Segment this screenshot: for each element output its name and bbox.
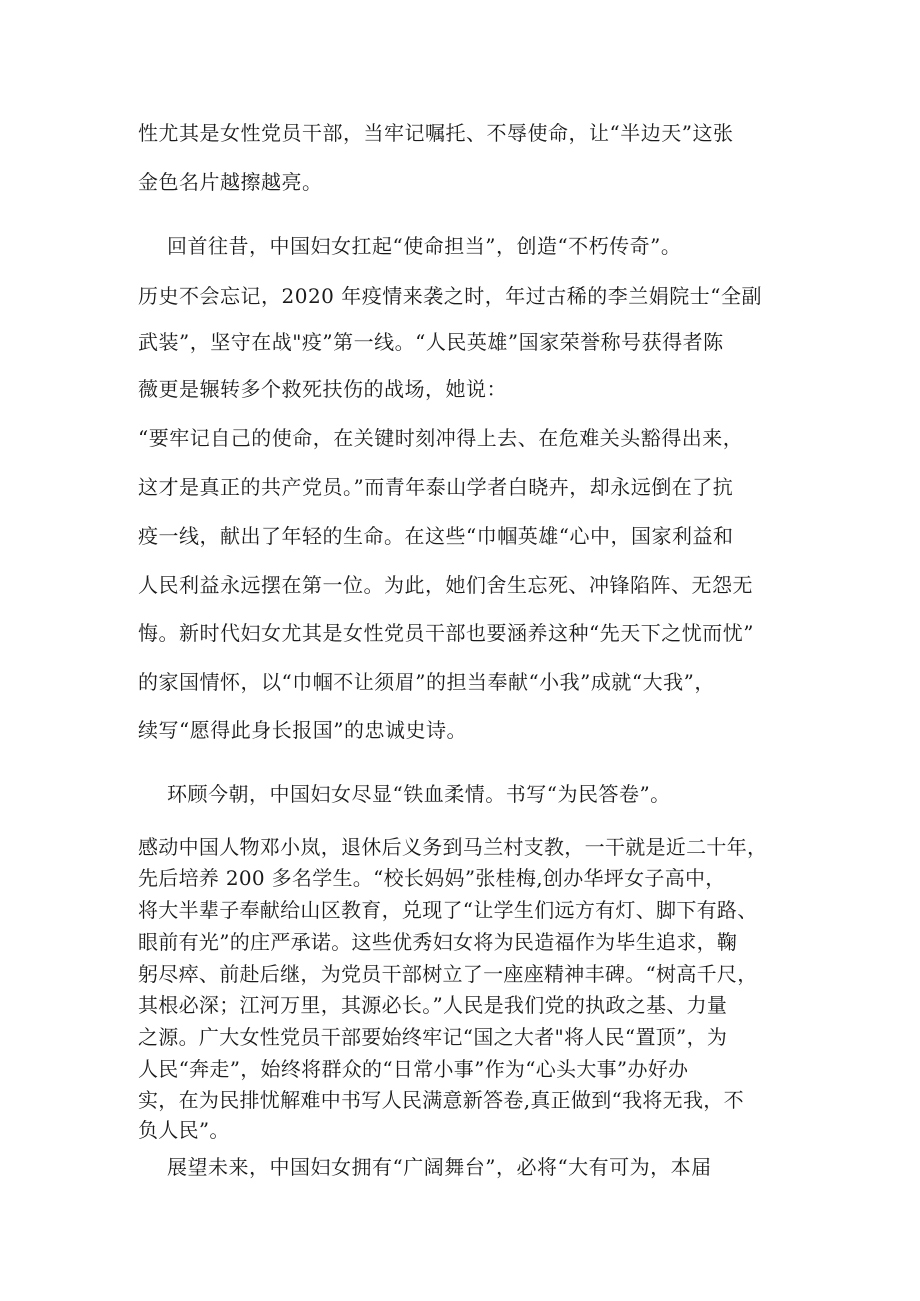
paragraph-2-line-7: 疫一线，献出了年轻的生命。在这些“巾帼英雄“心中，国家利益和 (138, 524, 734, 548)
paragraph-3-line-4: 将大半辈子奉献给山区教育，兑现了“让学生们远方有灯、脚下有路、 (138, 898, 758, 922)
paragraph-1-line-1: 性尤其是女性党员干部，当牢记嘱托、不辱使命，让“半边天”这张 (138, 121, 734, 145)
paragraph-2-line-4: 薇更是辗转多个救死扶伤的战场，她说： (138, 377, 507, 401)
paragraph-2-line-9: 悔。新时代妇女尤其是女性党员干部也要涵养这种“先天下之忧而忧” (138, 621, 754, 645)
paragraph-3-line-7: 其根必深；江河万里，其源必长。”人民是我们党的执政之基、力量 (138, 993, 728, 1017)
paragraph-3-line-5: 眼前有光”的庄严承诺。这些优秀妇女将为民造福作为毕生追求，鞠 (138, 930, 738, 954)
paragraph-4-line-1: 展望未来，中国妇女拥有“广阔舞台”，必将“大有可为，本届 (167, 1155, 712, 1179)
paragraph-1-line-2: 金色名片越擦越亮。 (138, 170, 323, 194)
paragraph-3-line-9: 人民“奔走”，始终将群众的“日常小事”作为“心头大事”办好办 (138, 1057, 689, 1081)
paragraph-2-line-5: “要牢记自己的使命，在关键时刻冲得上去、在危难关头豁得出来， (138, 426, 744, 450)
paragraph-2-line-3: 武装”，坚守在战"疫”第一线。“人民英雄”国家荣誉称号获得者陈 (138, 330, 724, 354)
paragraph-2-line-10: 的家国情怀，以“巾帼不让须眉”的担当奉献“小我”成就“大我”， (138, 670, 715, 694)
paragraph-2-line-6: 这才是真正的共产党员。”而青年泰山学者白晓卉，却永远倒在了抗 (138, 475, 734, 499)
paragraph-2-line-2: 历史不会忘记，2020 年疫情来袭之时，年过古稀的李兰娟院士“全副 (138, 284, 762, 308)
paragraph-2-line-8: 人民利益永远摆在第一位。为此，她们舍生忘死、冲锋陷阵、无怨无 (138, 573, 753, 597)
paragraph-2-line-11: 续写“愿得此身长报国”的忠诚史诗。 (138, 718, 467, 742)
paragraph-3-line-10: 实，在为民排忧解难中书写人民满意新答卷,真正做到“我将无我，不 (138, 1088, 744, 1112)
paragraph-3-line-3: 先后培养 200 多名学生。“校长妈妈”张桂梅,创办华坪女子高中， (138, 866, 726, 890)
paragraph-3-line-8: 之源。广大女性党员干部要始终牢记“国之大者"将人民“置顶”，为 (138, 1025, 728, 1049)
paragraph-3-line-2: 感动中国人物邓小岚，退休后义务到马兰村支教，一干就是近二十年， (138, 835, 768, 859)
paragraph-2-line-1: 回首往昔，中国妇女扛起“使命担当”，创造“不朽传奇”。 (167, 234, 682, 258)
paragraph-3-line-6: 躬尽瘁、前赴后继，为党员干部树立了一座座精神丰碑。“树高千尺， (138, 962, 758, 986)
paragraph-3-line-11: 负人民”。 (138, 1118, 230, 1142)
paragraph-3-line-1: 环顾今朝，中国妇女尽显“铁血柔情。书写“为民答卷”。 (167, 782, 671, 806)
